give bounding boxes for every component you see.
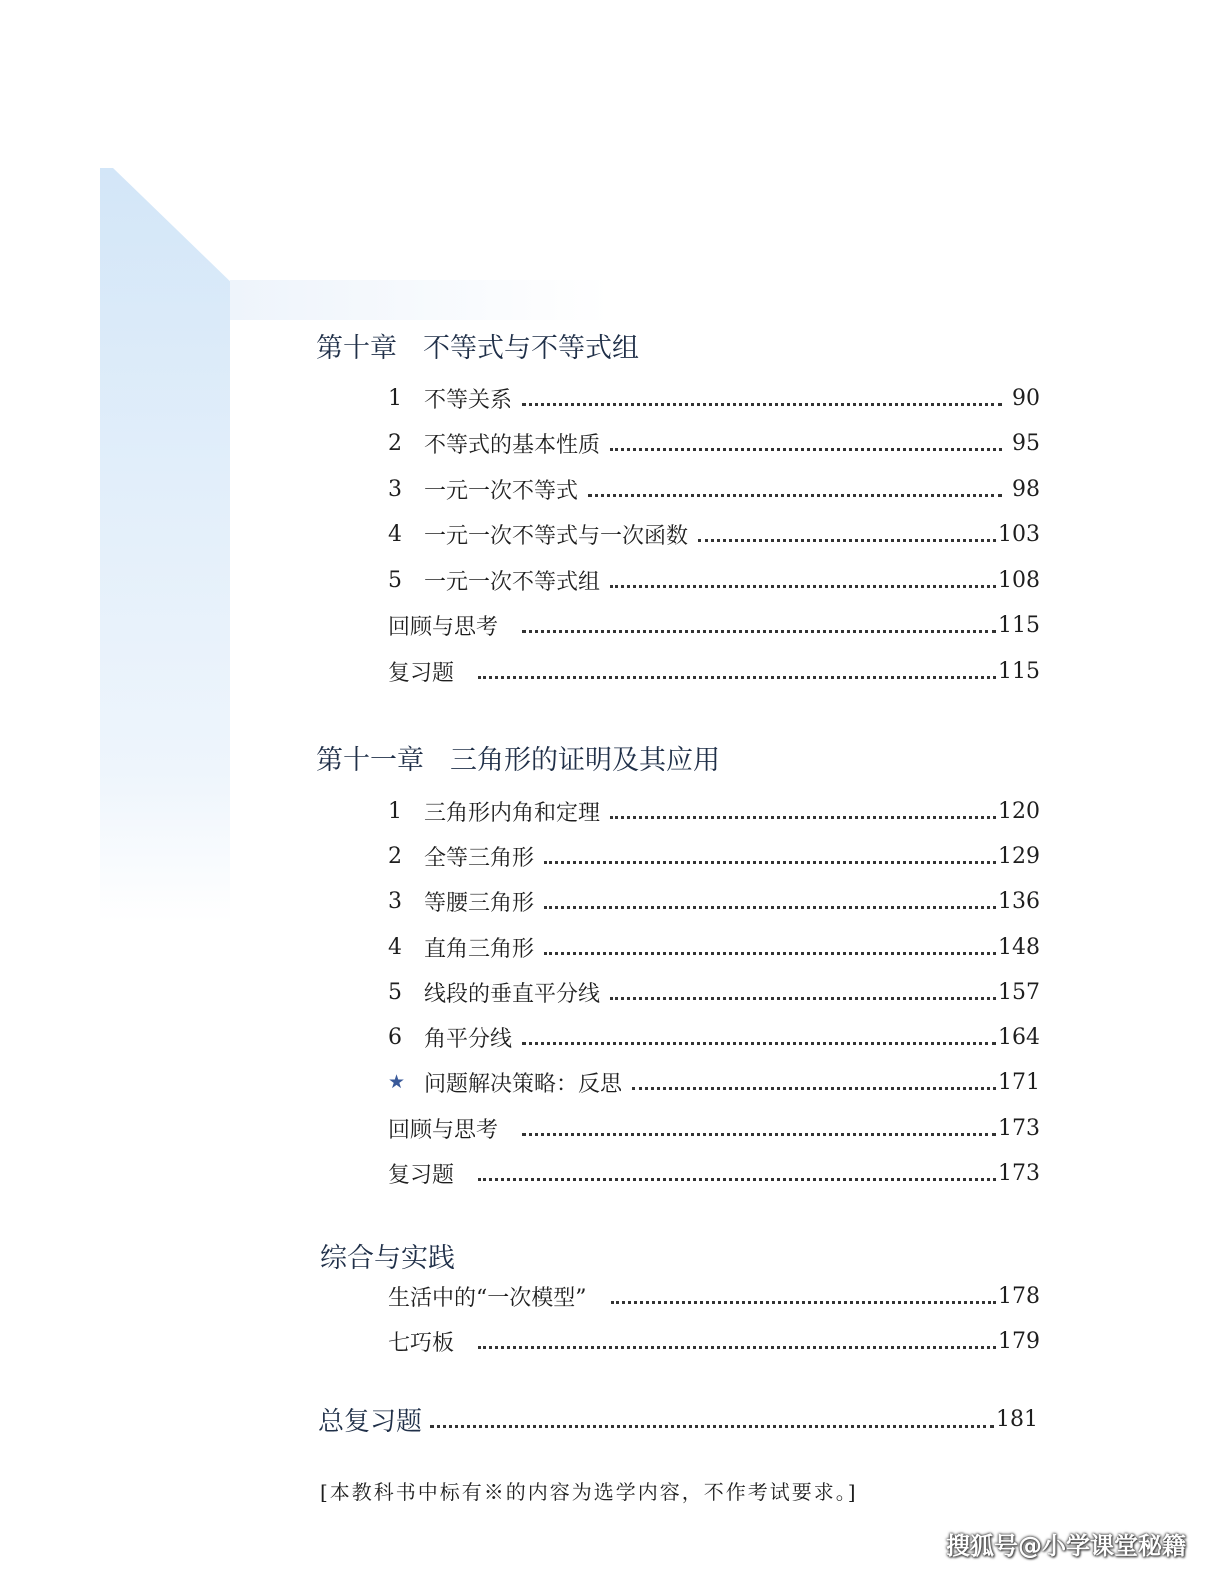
entry-index: 4 <box>388 934 402 960</box>
entry-page: 120 <box>998 798 1040 824</box>
chapter-10-heading <box>316 326 639 365</box>
chapter-number: 第十章 <box>316 333 397 364</box>
dot-leader <box>478 1346 996 1349</box>
dot-leader <box>610 997 996 1000</box>
toc-entry-review[interactable] <box>388 1112 1040 1144</box>
dot-leader <box>544 861 996 864</box>
entry-page: 171 <box>998 1069 1040 1095</box>
dot-leader <box>544 906 996 909</box>
entry-title: 回顾与思考 <box>388 1117 499 1143</box>
toc-entry[interactable] <box>388 795 1040 827</box>
entry-index: 4 <box>388 521 402 547</box>
entry-page: 173 <box>998 1115 1040 1141</box>
entry-index: 5 <box>388 979 402 1005</box>
entry-index: 3 <box>388 476 402 502</box>
entry-index: 3 <box>388 888 402 914</box>
entry-title: 复习题 <box>388 1162 455 1188</box>
entry-title: 线段的垂直平分线 <box>424 981 601 1007</box>
entry-title: 角平分线 <box>424 1026 513 1052</box>
dot-leader <box>522 403 1002 406</box>
entry-page: 157 <box>998 979 1040 1005</box>
entry-title: 三角形内角和定理 <box>424 800 601 826</box>
chapter-11-heading <box>316 738 720 777</box>
entry-page: 179 <box>998 1328 1040 1354</box>
toc-entry[interactable] <box>388 382 1040 414</box>
toc-entry-optional[interactable] <box>388 1066 1040 1098</box>
entry-page: 148 <box>998 934 1040 960</box>
entry-index: 5 <box>388 567 402 593</box>
dot-leader <box>478 1178 996 1181</box>
dot-leader <box>632 1087 996 1090</box>
dot-leader <box>522 1042 996 1045</box>
entry-title: 总复习题 <box>318 1406 423 1437</box>
toc-entry[interactable] <box>388 564 1040 596</box>
toc-entry[interactable] <box>388 1325 1040 1357</box>
dot-leader <box>522 630 996 633</box>
entry-page: 90 <box>1012 385 1040 411</box>
entry-page: 164 <box>998 1024 1040 1050</box>
dot-leader <box>611 1301 997 1304</box>
toc-entry-exercises[interactable] <box>388 655 1040 687</box>
toc-entry[interactable] <box>388 931 1040 963</box>
dot-leader <box>610 816 996 819</box>
entry-title: 全等三角形 <box>424 845 535 871</box>
entry-title: 生活中的“一次模型” <box>388 1285 587 1311</box>
entry-page: 115 <box>998 658 1040 684</box>
entry-page: 173 <box>998 1160 1040 1186</box>
toc-entry-review[interactable] <box>388 609 1040 641</box>
decorative-blue-band-top <box>230 280 610 320</box>
entry-index: 1 <box>388 798 402 824</box>
entry-title: 一元一次不等式 <box>424 478 579 504</box>
entry-index: 2 <box>388 430 402 456</box>
entry-page: 103 <box>998 521 1040 547</box>
toc-entry[interactable] <box>388 427 1040 459</box>
dot-leader <box>610 448 1002 451</box>
toc-entry[interactable] <box>388 976 1040 1008</box>
entry-title: 七巧板 <box>388 1330 455 1356</box>
entry-page: 129 <box>998 843 1040 869</box>
toc-entry[interactable] <box>388 885 1040 917</box>
toc-entry[interactable] <box>388 473 1040 505</box>
entry-title: 回顾与思考 <box>388 614 499 640</box>
entry-title: 复习题 <box>388 660 455 686</box>
general-review-entry[interactable] <box>318 1402 1038 1436</box>
entry-index: 2 <box>388 843 402 869</box>
entry-index: 1 <box>388 385 402 411</box>
chapter-title: 不等式与不等式组 <box>423 333 639 364</box>
entry-title: 一元一次不等式组 <box>424 569 601 595</box>
entry-title: 等腰三角形 <box>424 890 535 916</box>
dot-leader <box>544 952 996 955</box>
toc-entry-exercises[interactable] <box>388 1157 1040 1189</box>
entry-page: 95 <box>1012 430 1040 456</box>
decorative-blue-band <box>100 168 230 923</box>
watermark: 搜狐号@小学课堂秘籍 <box>946 1532 1186 1560</box>
entry-page: 108 <box>998 567 1040 593</box>
entry-page: 115 <box>998 612 1040 638</box>
entry-page: 98 <box>1012 476 1040 502</box>
entry-title: 不等关系 <box>424 387 513 413</box>
chapter-title: 三角形的证明及其应用 <box>450 745 720 776</box>
toc-entry[interactable] <box>388 1021 1040 1053</box>
practice-heading: 综合与实践 <box>320 1243 455 1274</box>
dot-leader <box>698 539 996 542</box>
entry-page: 136 <box>998 888 1040 914</box>
entry-title: 直角三角形 <box>424 936 535 962</box>
dot-leader <box>610 585 996 588</box>
footnote: [本教科书中标有※的内容为选学内容，不作考试要求。] <box>320 1480 858 1504</box>
dot-leader <box>478 676 996 679</box>
entry-title: 一元一次不等式与一次函数 <box>424 523 689 549</box>
toc-entry[interactable] <box>388 840 1040 872</box>
chapter-number: 第十一章 <box>316 745 424 776</box>
dot-leader <box>430 1425 994 1428</box>
entry-page: 181 <box>996 1406 1038 1432</box>
star-icon: ★ <box>388 1071 406 1093</box>
dot-leader <box>588 494 1002 497</box>
entry-title: 问题解决策略：反思 <box>424 1071 623 1097</box>
entry-index: 6 <box>388 1024 402 1050</box>
entry-title: 不等式的基本性质 <box>424 432 601 458</box>
dot-leader <box>522 1133 996 1136</box>
toc-entry[interactable] <box>388 1280 1040 1312</box>
toc-entry[interactable] <box>388 518 1040 550</box>
entry-page: 178 <box>998 1283 1040 1309</box>
